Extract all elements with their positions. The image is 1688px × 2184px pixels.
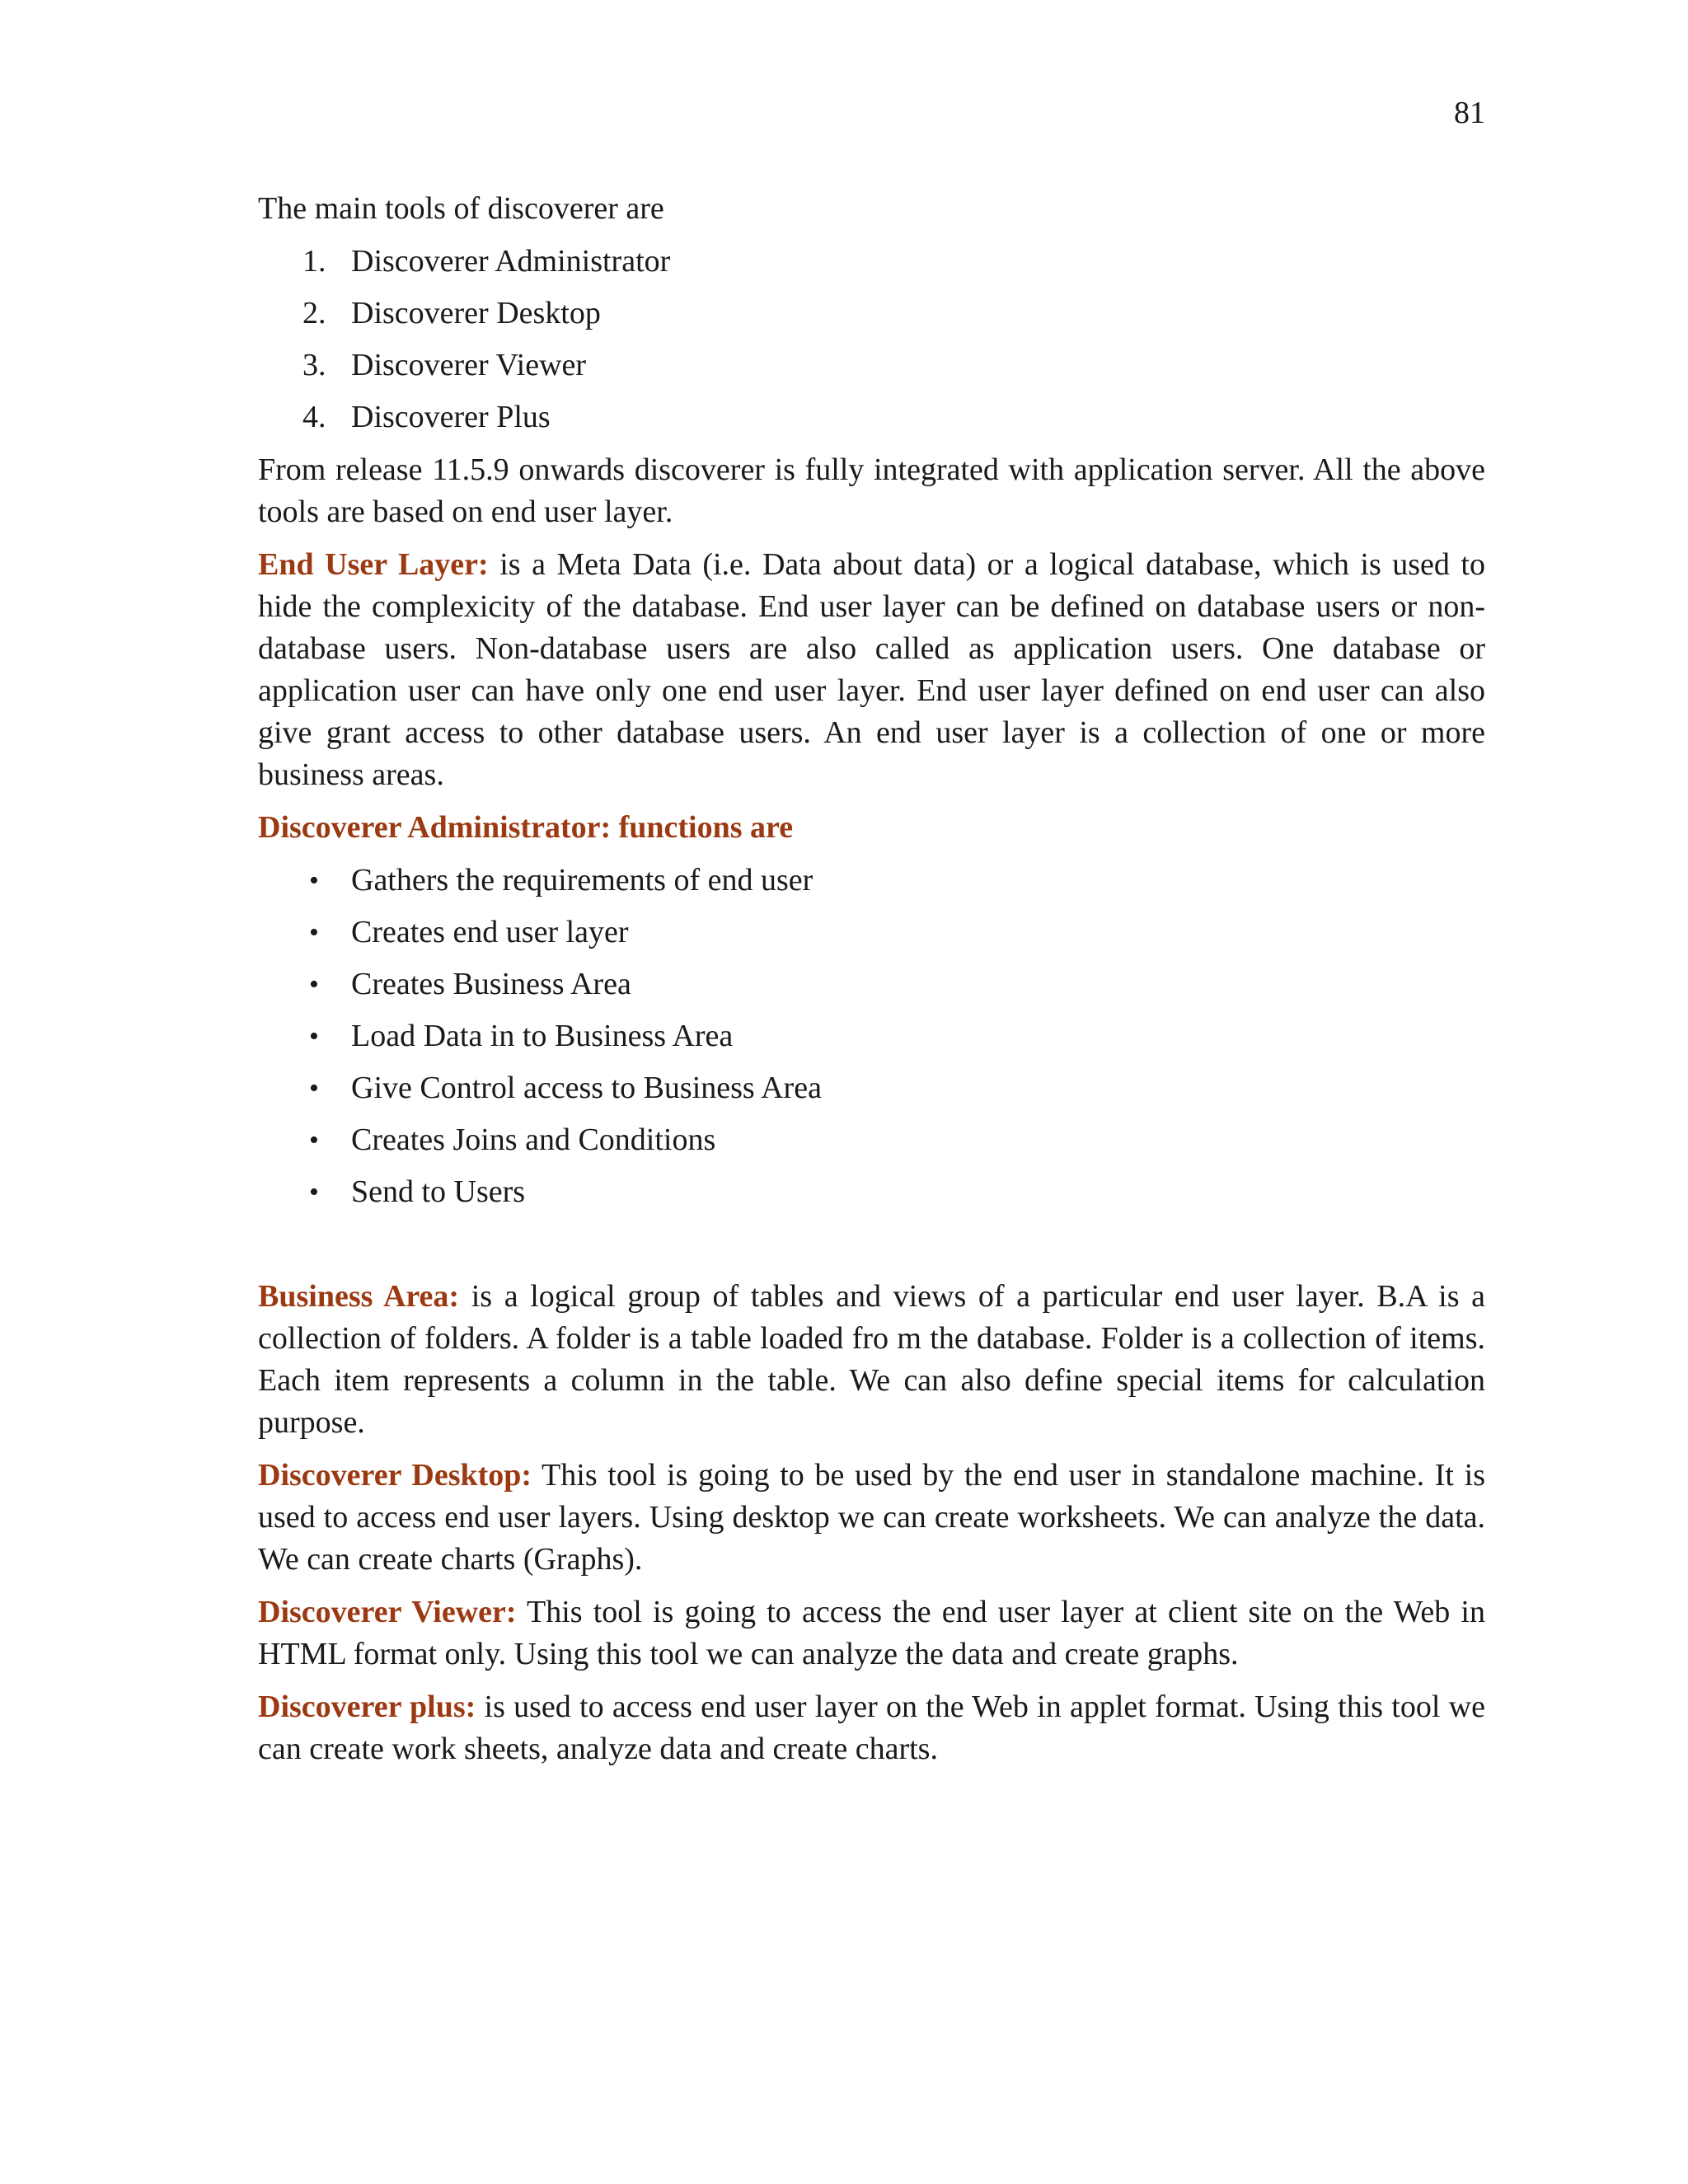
page-content [258, 188, 1485, 1781]
list-item-label: Gathers the requirements of end user [351, 863, 814, 898]
list-item-label: Creates end user layer [351, 915, 629, 949]
bullet-icon: • [309, 865, 319, 896]
release-paragraph: From release 11.5.9 onwards discoverer is fully integrated with application server. All the above tools are based on end user layer. [258, 452, 1485, 529]
list-number: 3. [302, 348, 326, 382]
list-number: 2. [302, 296, 326, 330]
list-item [258, 860, 1485, 902]
list-item-label: Creates Joins and Conditions [351, 1122, 716, 1157]
bullet-icon: • [309, 1125, 319, 1155]
bullet-icon: • [309, 1177, 319, 1207]
list-item-label: Give Control access to Business Area [351, 1071, 822, 1105]
end-user-layer-heading: End User Layer: [258, 547, 489, 582]
list-item [258, 396, 1485, 438]
plus-heading: Discoverer plus: [258, 1690, 476, 1724]
plus-text: is used to access end user layer on the Web in applet format. Using this tool we can create work sheets, analyze data and create charts. [258, 1690, 1485, 1766]
intro-text: The main tools of discoverer are [258, 191, 664, 226]
list-item [258, 344, 1485, 387]
list-item-label: Send to Users [351, 1174, 526, 1209]
viewer-paragraph [258, 1591, 1485, 1675]
admin-functions-list [258, 860, 1485, 1213]
list-number: 1. [302, 244, 326, 279]
bullet-icon: • [309, 969, 319, 1000]
end-user-layer-text: is a Meta Data (i.e. Data about data) or a logical database, which is used to hide the complexicity of the database. End user layer can be defined on database users or non-database users. Non-database users are also called as application users. One database or application user can have only one end user layer. End user layer defined on end user can also give grant access to other database users. An end user layer is a collection of one or more business areas. [258, 547, 1485, 792]
list-item [258, 1015, 1485, 1057]
end-user-layer-paragraph [258, 544, 1485, 796]
desktop-heading: Discoverer Desktop: [258, 1458, 532, 1493]
list-item-label: Discoverer Plus [351, 400, 551, 434]
desktop-paragraph [258, 1455, 1485, 1581]
page-number: 81 [1454, 96, 1485, 130]
bullet-icon: • [309, 917, 319, 948]
list-item-label: Discoverer Desktop [351, 296, 601, 330]
section-spacer [258, 1224, 1485, 1276]
list-item-label: Load Data in to Business Area [351, 1019, 734, 1053]
business-area-text: is a logical group of tables and views of a particular end user layer. B.A is a collection of folders. A folder is a table loaded fro m the database. Folder is a collection of items. Each item represents a column in the table. We can also define special items for calculation purpose. [258, 1279, 1486, 1440]
list-item [258, 241, 1485, 283]
bullet-icon: • [309, 1073, 319, 1104]
list-item [258, 912, 1485, 954]
bullet-icon: • [309, 1021, 319, 1052]
tools-list [258, 241, 1485, 438]
business-area-paragraph [258, 1276, 1485, 1444]
admin-functions-heading: Discoverer Administrator: functions are [258, 810, 794, 845]
list-item-label: Discoverer Administrator [351, 244, 671, 279]
list-item [258, 963, 1485, 1005]
list-item [258, 293, 1485, 335]
plus-paragraph [258, 1686, 1485, 1770]
viewer-text: This tool is going to access the end user layer at client site on the Web in HTML format only. Using this tool we can analyze the data and create graphs. [258, 1595, 1485, 1671]
desktop-text: This tool is going to be used by the end user in standalone machine. It is used to access end user layers. Using desktop we can create worksheets. We can analyze the data. We can create charts (Graphs). [258, 1458, 1485, 1577]
list-item [258, 1067, 1485, 1109]
list-number: 4. [302, 400, 326, 434]
business-area-heading: Business Area: [258, 1279, 460, 1314]
list-item-label: Creates Business Area [351, 967, 631, 1001]
viewer-heading: Discoverer Viewer: [258, 1595, 517, 1629]
list-item [258, 1171, 1485, 1213]
list-item [258, 1119, 1485, 1161]
list-item-label: Discoverer Viewer [351, 348, 587, 382]
